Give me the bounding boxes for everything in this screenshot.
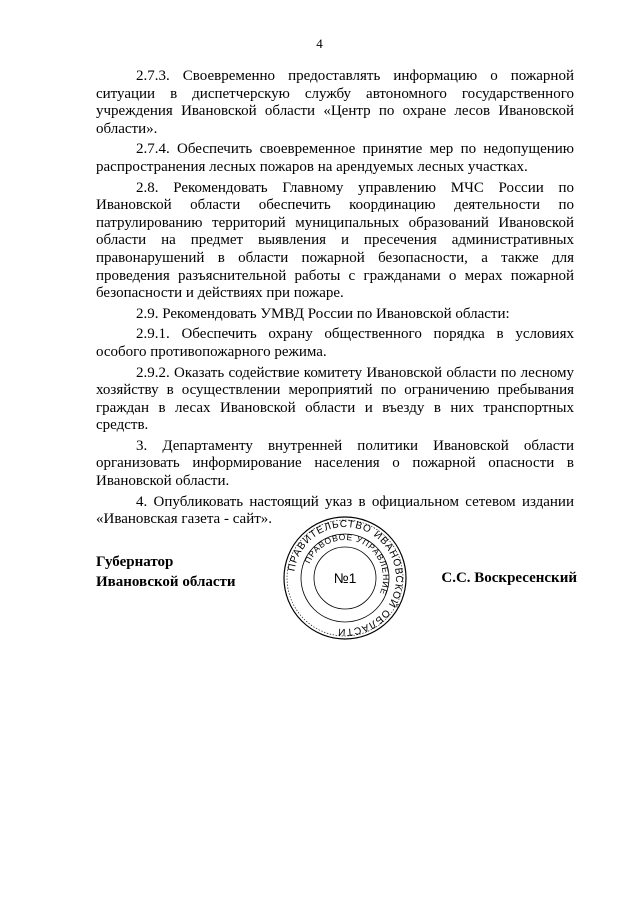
paragraph-2-8: 2.8. Рекомендовать Главному управлению МЧС России по Ивановской области обеспечить координацию деятельности по патрулированию территорий муниципальных образований Ивановской области на предмет выявления и пресечения административных правонарушений в области пожарной безопасности, а также для проведения разъяснительной работы с гражданами о мерах пожарной безопасности и действиях при пожаре.: [96, 179, 574, 302]
paragraph-2-9-2: 2.9.2. Оказать содействие комитету Ивановской области по лесному хозяйству в осуществлении мероприятий по ограничению пребывания граждан в лесах Ивановской области и въезду в них транспортных средств.: [96, 364, 574, 434]
stamp-outer-text: ПРАВИТЕЛЬСТВО ИВАНОВСКОЙ ОБЛАСТИ: [286, 518, 405, 638]
stamp-number: №1: [333, 570, 357, 586]
signature-title-line1: Губернатор: [96, 554, 174, 570]
signature-title-line2: Ивановской области: [96, 574, 236, 590]
signature-title: [96, 552, 236, 592]
signature-name: С.С. Воскресенский: [441, 570, 577, 586]
official-stamp: [282, 515, 408, 641]
paragraph-3: 3. Департаменту внутренней политики Ивановской области организовать информирование населения о пожарной опасности в Ивановской области.: [96, 437, 574, 490]
paragraph-4: 4. Опубликовать настоящий указ в официальном сетевом издании «Ивановская газета - сайт».: [96, 493, 574, 528]
paragraph-2-9-1: 2.9.1. Обеспечить охрану общественного порядка в условиях особого противопожарного режима.: [96, 326, 574, 360]
paragraph-2-9: 2.9. Рекомендовать УМВД России по Ивановской области:: [136, 305, 510, 322]
paragraph-2-7-4: 2.7.4. Обеспечить своевременное принятие мер по недопущению распространения лесных пожаров на арендуемых лесных участках.: [96, 141, 574, 175]
paragraph-2-7-3: 2.7.3. Своевременно предоставлять информацию о пожарной ситуации в диспетчерскую службу автономного государственного учреждения Ивановской области «Центр по охране лесов Ивановской области».: [96, 68, 574, 137]
stamp-inner-text: ПРАВОВОЕ УПРАВЛЕНИЕ: [302, 531, 392, 597]
document-body: [96, 68, 574, 532]
page-number: 4: [316, 36, 323, 51]
